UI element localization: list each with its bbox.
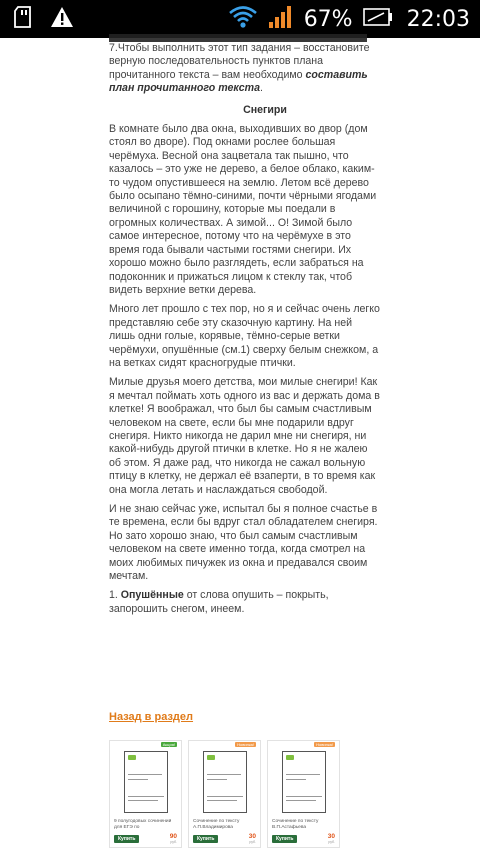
buy-button[interactable]: Купить <box>272 835 297 843</box>
signal-icon <box>268 5 294 34</box>
product-card[interactable] <box>188 740 261 848</box>
task-text: 7.Чтобы выполнить этот тип задания – восстановите верную последовательность пунктов плана прочитанного текста – вам необходимо <box>109 42 370 81</box>
price <box>249 833 256 844</box>
logo-icon <box>207 755 215 760</box>
task-emphasis: составить план прочитанного текста <box>109 68 368 95</box>
product-thumbnail[interactable] <box>124 751 168 813</box>
paragraph-1: В комнате было два окна, выходивших во двор (дом стоял во дворе). Под окнами рослее большая черёмуха. Весной она зацветала так пышно, что казалось – это уже не дерево, а белое облако, каким-то чудом опустившееся на землю. Летом всё дерево было осыпано тёмно-синими, почти чёрными ягодами величиной с горошину, которые мы поедали в огромных количествах. А зимой... О! Зимой было самое интересное, потому что на черёмухе в это время года бывали частыми гостями снегири. Их хорошо можно было разглядеть, если забраться на подоконник и прижаться лицом к стеклу так, чтоб видеть верхние ветки дерева. <box>109 123 377 296</box>
status-bar <box>0 0 480 38</box>
product-card[interactable] <box>109 740 182 848</box>
paragraph-4: И не знаю сейчас уже, испытал бы я полное счастье в те времена, если бы вдруг стал обладателем снегиря. Но зато хорошо знаю, что был самым счастливым человеком на свете именно тогда, когда смотрел на моих любимых пичужек из окна и предавался своим мечтам. <box>109 503 378 583</box>
price-value: 30 <box>327 833 335 840</box>
logo-icon <box>128 755 136 760</box>
price-currency: руб. <box>249 840 256 844</box>
product-title[interactable]: Сочинение по тексту В.П.Астафьева <box>272 819 319 830</box>
back-to-section-link[interactable]: Назад в раздел <box>109 711 194 723</box>
battery-percent: 67% <box>303 6 353 32</box>
new-badge: Новинка! <box>316 742 333 747</box>
sale-badge: Акция! <box>162 742 175 747</box>
task-instruction <box>109 42 381 96</box>
logo-icon <box>286 755 294 760</box>
product-thumbnail[interactable] <box>282 751 326 813</box>
sd-card-icon <box>14 6 34 33</box>
cut-off-line <box>109 34 381 42</box>
product-title[interactable]: 9 полугодовых сочинений для ЕГЭ по <box>114 819 172 830</box>
buy-button[interactable]: Купить <box>193 835 218 843</box>
article-content <box>109 38 381 616</box>
task-end: . <box>259 82 263 95</box>
story-title: Снегири <box>243 103 287 116</box>
battery-icon <box>363 8 393 31</box>
paragraph-2: Много лет прошло с тех пор, но я и сейчас очень легко представляю себе эту сказочную картину. На ней лишь одни голые, корявые, тёмно-серые ветки черёмухи, опушённые (см.1) сверху белым снежком, а на ветках сидят красногрудые птички. <box>109 303 380 369</box>
paragraph-3: Милые друзья моего детства, мои милые снегири! Как я мечтал поймать хоть одного из вас и держать дома в клетке! Я воображал, что был бы самым счастливым человеком на свете, если бы мне подарили вдруг снегиря. Никто никогда не дарил мне ни снегиря, ни какой-нибудь другой птички в клетке. Но я не жалею об этом. Я даже рад, что никогда не сажал вольную птицу в клетку, не держал её взаперти, в то время как она могла летать и наслаждаться свободой. <box>109 376 380 496</box>
clock: 22:03 <box>406 6 470 32</box>
price-value: 30 <box>248 833 256 840</box>
price-currency: руб. <box>328 840 335 844</box>
wifi-icon <box>228 5 258 34</box>
footnote-word: Опушённые <box>120 589 184 602</box>
footnote <box>109 589 381 616</box>
price <box>170 833 177 844</box>
overlay-bar <box>109 34 367 42</box>
product-cards <box>109 740 340 848</box>
price-currency: руб. <box>170 840 177 844</box>
product-card[interactable] <box>267 740 340 848</box>
product-thumbnail[interactable] <box>203 751 247 813</box>
price-value: 90 <box>169 833 177 840</box>
price <box>328 833 335 844</box>
warning-icon <box>50 6 74 33</box>
new-badge: Новинка! <box>237 742 254 747</box>
buy-button[interactable]: Купить <box>114 835 139 843</box>
footnote-text: от слова опушить – покрыть, запорошить снегом, инеем. <box>109 589 329 615</box>
product-title[interactable]: Сочинение по тексту А.П.Владимирова <box>193 819 240 830</box>
footnote-number: 1. <box>109 589 121 602</box>
